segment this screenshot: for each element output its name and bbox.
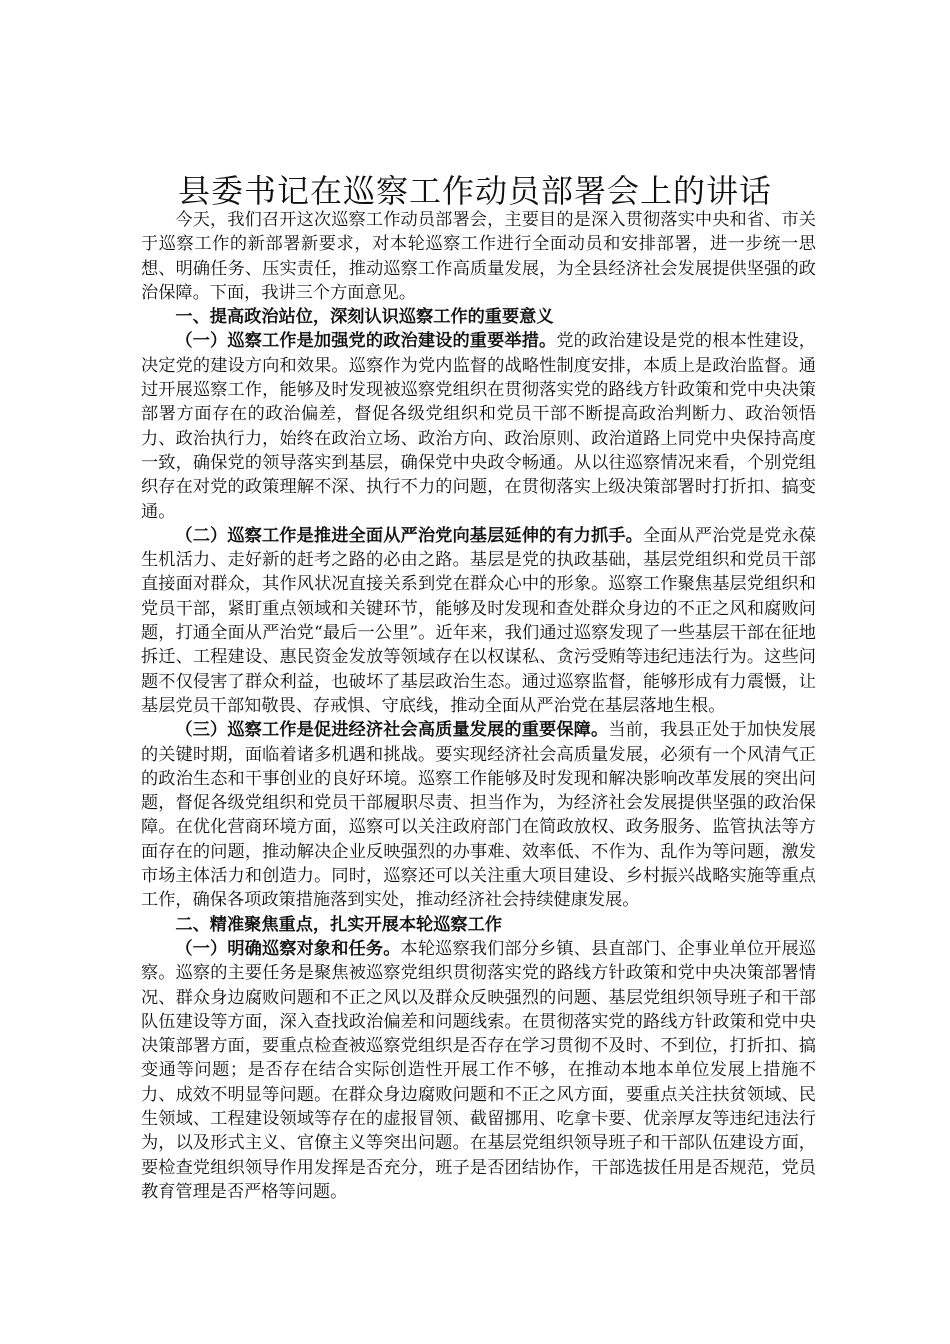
subsection-lead-1-3: （三）巡察工作是促进经济社会高质量发展的重要保障。 — [175, 720, 609, 741]
section-heading-1: 一、提高政治站位，深刻认识巡察工作的重要意义 — [175, 307, 554, 328]
intro-paragraph: 今天，我们召开这次巡察工作动员部署会，主要目的是深入贯彻落实中央和省、市关于巡察工作的新部署新要求，对本轮巡察工作进行全面动员和安排部署，进一步统一思想、明确任务、压实责任，推动巡察工作高质量发展，为全县经济社会发展提供坚强的政治保障。下面，我讲三个方面意见。 — [141, 210, 816, 303]
subsection-paragraph-2-1 — [141, 937, 816, 1204]
subsection-text-2-1: 本轮巡察我们部分乡镇、县直部门、企事业单位开展巡察。巡察的主要任务是聚焦被巡察党组织贯彻落实党的路线方针政策和党中央决策部署情况、群众身边腐败问题和不正之风以及群众反映强烈的问题、基层党组织领导班子和干部队伍建设等方面，深入查找政治偏差和问题线索。在贯彻落实党的路线方针政策和党中央决策部署方面，要重点检查被巡察党组织是否存在学习贯彻不及时、不到位，打折扣、搞变通等问题；是否存在结合实际创造性开展工作不够，在推动本地本单位发展上措施不力、成效不明显等问题。在群众身边腐败问题和不正之风方面，要重点关注扶贫领域、民生领域、工程建设领域等存在的虚报冒领、截留挪用、吃拿卡要、优亲厚友等违纪违法行为，以及形式主义、官僚主义等突出问题。在基层党组织领导班子和干部队伍建设方面，要检查党组织领导作用发挥是否充分，班子是否团结协作，干部选拔任用是否规范，党员教育管理是否严格等问题。 — [141, 938, 816, 1202]
subsection-lead-2-1: （一）明确巡察对象和任务。 — [175, 938, 401, 959]
subsection-paragraph-1-1 — [141, 329, 816, 523]
subsection-paragraph-1-2 — [141, 524, 816, 718]
subsection-lead-1-2: （二）巡察工作是推进全面从严治党向基层延伸的有力抓手。 — [175, 525, 643, 546]
document-body — [141, 208, 816, 1204]
subsection-lead-1-1: （一）巡察工作是加强党的政治建设的重要举措。 — [175, 331, 557, 352]
subsection-paragraph-1-3 — [141, 718, 816, 912]
section-heading-2: 二、精准聚焦重点，扎实开展本轮巡察工作 — [175, 914, 502, 935]
subsection-text-1-1: 党的政治建设是党的根本性建设，决定党的建设方向和效果。巡察作为党内监督的战略性制度安排，本质上是政治监督。通过开展巡察工作，能够及时发现被巡察党组织在贯彻落实党的路线方针政策和党中央决策部署方面存在的政治偏差，督促各级党组织和党员干部不断提高政治判断力、政治领悟力、政治执行力，始终在政治立场、政治方向、政治原则、政治道路上同党中央保持高度一致，确保党的领导落实到基层，确保党中央政令畅通。从以往巡察情况来看，个别党组织存在对党的政策理解不深、执行不力的问题，在贯彻落实上级决策部署时打折扣、搞变通。 — [141, 331, 816, 522]
subsection-text-1-2: 全面从严治党是党永葆生机活力、走好新的赶考之路的必由之路。基层是党的执政基础，基层党组织和党员干部直接面对群众，其作风状况直接关系到党在群众心中的形象。巡察工作聚焦基层党组织和党员干部，紧盯重点领域和关键环节，能够及时发现和查处群众身边的不正之风和腐败问题，打通全面从严治党“最后一公里”。近年来，我们通过巡察发现了一些基层干部在征地拆迁、工程建设、惠民资金发放等领域存在以权谋私、贪污受贿等违纪违法行为。这些问题不仅侵害了群众利益，也破坏了基层政治生态。通过巡察监督，能够形成有力震慑，让基层党员干部知敬畏、存戒惧、守底线，推动全面从严治党在基层落地生根。 — [141, 525, 816, 716]
document-title: 县委书记在巡察工作动员部署会上的讲话 — [177, 172, 772, 210]
subsection-text-1-3: 当前，我县正处于加快发展的关键时期，面临着诸多机遇和挑战。要实现经济社会高质量发展，必须有一个风清气正的政治生态和干事创业的良好环境。巡察工作能够及时发现和解决影响改革发展的突出问题，督促各级党组织和党员干部履职尽责、担当作为，为经济社会发展提供坚强的政治保障。在优化营商环境方面，巡察可以关注政府部门在简政放权、政务服务、监管执法等方面存在的问题，推动解决企业反映强烈的办事难、效率低、不作为、乱作为等问题，激发市场主体活力和创造力。同时，巡察还可以关注重大项目建设、乡村振兴战略实施等重点工作，确保各项政策措施落到实处，推动经济社会持续健康发展。 — [141, 720, 816, 911]
